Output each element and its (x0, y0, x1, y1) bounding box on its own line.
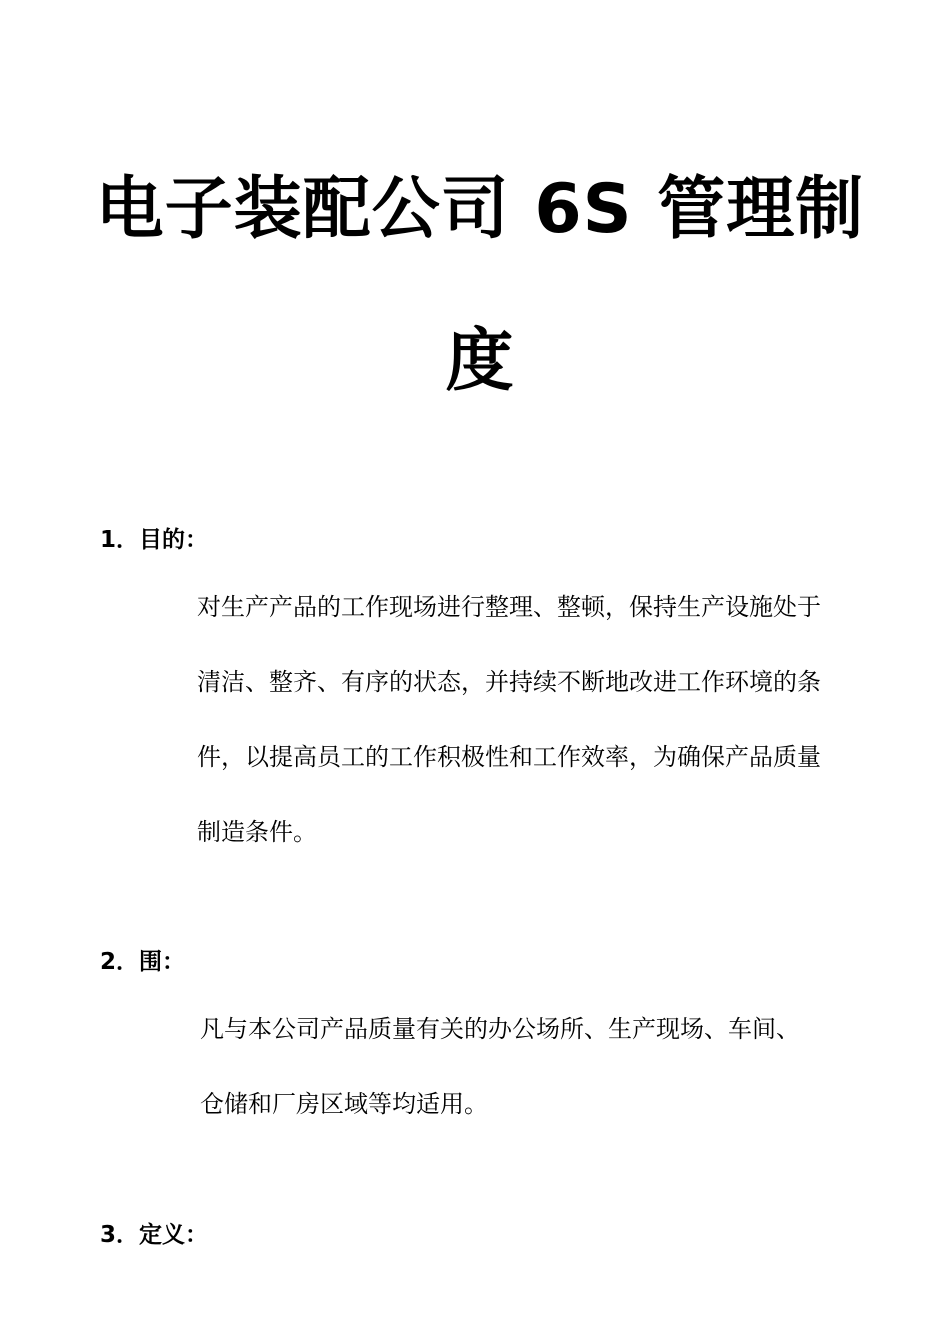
section-heading-definition: 3．定义： (100, 1222, 209, 1248)
section-body-purpose (197, 570, 877, 870)
paragraph-line: 仓储和厂房区域等均适用。 (200, 1090, 488, 1118)
document-title-line-1: 电子装配公司 6S 管理制 (95, 170, 865, 249)
section-heading-purpose: 1．目的： (100, 527, 209, 553)
paragraph-line: 件，以提高员工的工作积极性和工作效率，为确保产品质量 (197, 743, 821, 771)
paragraph-line: 制造条件。 (197, 818, 317, 846)
document-title-line-2: 度 (445, 322, 515, 401)
section-heading-scope: 2．围： (100, 949, 186, 975)
paragraph-line: 对生产产品的工作现场进行整理、整顿，保持生产设施处于 (197, 593, 821, 621)
paragraph-line: 清洁、整齐、有序的状态，并持续不断地改进工作环境的条 (197, 668, 821, 696)
paragraph-line: 凡与本公司产品质量有关的办公场所、生产现场、车间、 (200, 1015, 800, 1043)
section-body-scope (200, 992, 880, 1142)
